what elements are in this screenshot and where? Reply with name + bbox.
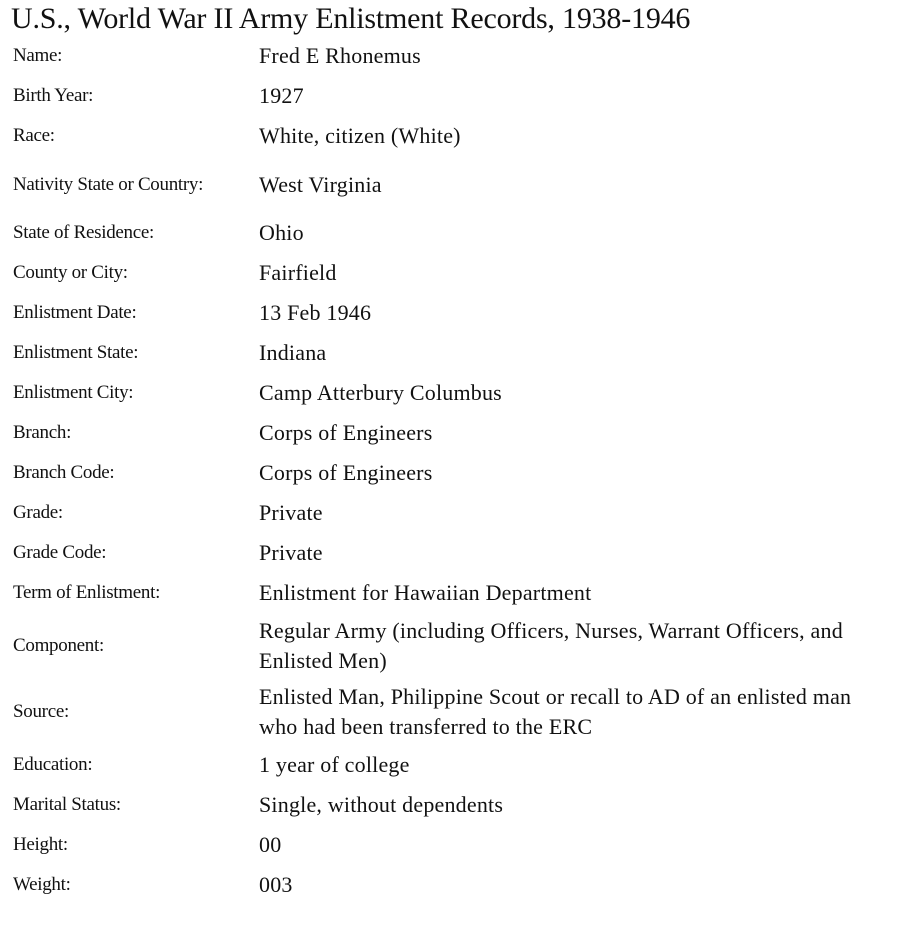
record-row-branch-code	[13, 453, 893, 493]
field-label: Weight:	[13, 874, 71, 895]
record-row-county-or-city	[13, 253, 893, 293]
field-label: Education:	[13, 754, 93, 775]
field-value: 00	[259, 832, 282, 857]
field-value: West Virginia	[259, 171, 382, 197]
field-label: State of Residence:	[13, 222, 154, 243]
field-label: Race:	[13, 125, 55, 146]
field-label: County or City:	[13, 262, 128, 283]
field-label: Enlistment Date:	[13, 302, 137, 323]
record-row-race	[13, 116, 893, 156]
field-value: 13 Feb 1946	[259, 300, 372, 325]
field-value: Private	[259, 500, 323, 525]
field-value: Single, without dependents	[259, 792, 504, 817]
field-value: Enlisted Man, Philippine Scout or recall to AD of an enlisted man who had been transferred to the ERC	[259, 684, 852, 739]
field-value: Fairfield	[259, 260, 337, 285]
record-row-enlistment-date	[13, 293, 893, 333]
record-row-component	[13, 613, 893, 679]
field-value: 1927	[259, 83, 304, 108]
field-value: Corps of Engineers	[259, 420, 433, 445]
field-value: 003	[259, 872, 293, 897]
field-label: Branch:	[13, 422, 72, 443]
field-label: Birth Year:	[13, 85, 94, 106]
record-row-nativity	[13, 156, 893, 213]
record-row-term-of-enlistment	[13, 573, 893, 613]
record-row-marital-status	[13, 785, 893, 825]
record-row-name	[13, 36, 893, 76]
field-label: Grade Code:	[13, 542, 107, 563]
field-value: White, citizen (White)	[259, 123, 461, 148]
record-row-grade	[13, 493, 893, 533]
page-title: U.S., World War II Army Enlistment Records, 1938-1946	[11, 2, 691, 35]
field-label: Height:	[13, 834, 68, 855]
field-label: Component:	[13, 635, 104, 656]
field-value: Corps of Engineers	[259, 460, 433, 485]
field-value: Camp Atterbury Columbus	[259, 380, 502, 405]
field-label: Term of Enlistment:	[13, 582, 161, 603]
field-value: Enlistment for Hawaiian Department	[259, 580, 592, 605]
field-label: Branch Code:	[13, 462, 115, 483]
field-value: Regular Army (including Officers, Nurses, Warrant Officers, and Enlisted Men)	[259, 618, 843, 673]
record-row-birth-year	[13, 76, 893, 116]
field-value: Fred E Rhonemus	[259, 43, 421, 68]
record-row-weight	[13, 865, 893, 905]
field-label: Marital Status:	[13, 794, 121, 815]
record-row-state-of-residence	[13, 213, 893, 253]
field-value: Indiana	[259, 340, 327, 365]
record-row-enlistment-city	[13, 373, 893, 413]
record-row-grade-code	[13, 533, 893, 573]
field-label: Grade:	[13, 502, 63, 523]
field-label: Name:	[13, 45, 63, 66]
field-value: Private	[259, 540, 323, 565]
record-row-enlistment-state	[13, 333, 893, 373]
record-row-height	[13, 825, 893, 865]
field-label: Enlistment City:	[13, 382, 134, 403]
record-row-branch	[13, 413, 893, 453]
field-value: 1 year of college	[259, 752, 410, 777]
field-label: Nativity State or Country:	[13, 173, 204, 195]
record-row-source	[13, 679, 893, 745]
field-label: Source:	[13, 701, 69, 722]
record-row-education	[13, 745, 893, 785]
field-value: Ohio	[259, 220, 304, 245]
record-table	[13, 36, 893, 905]
field-label: Enlistment State:	[13, 342, 139, 363]
